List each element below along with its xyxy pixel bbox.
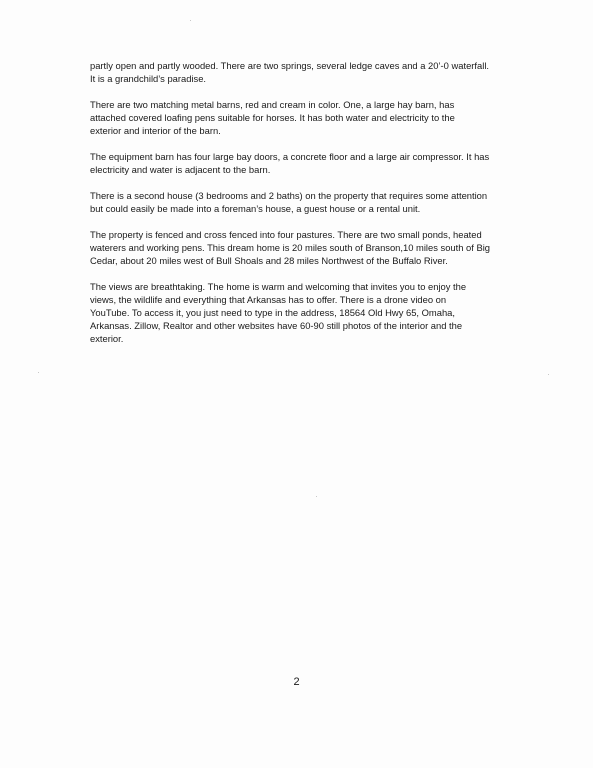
scan-speck xyxy=(38,372,39,373)
scan-speck xyxy=(316,496,317,497)
text-line: There is a second house (3 bedrooms and 2 baths) on the property that requires some attention xyxy=(90,190,488,201)
text-line: The views are breathtaking. The home is warm and welcoming that invites you to enjoy the xyxy=(90,281,467,292)
text-line: exterior and interior of the barn. xyxy=(90,125,221,136)
paragraph-equipment-barn xyxy=(90,150,530,176)
text-line: partly open and partly wooded. There are two springs, several ledge caves and a 20’-0 waterfall. xyxy=(90,60,490,71)
text-line: views, the wildlife and everything that Arkansas has to offer. There is a drone video on xyxy=(90,294,447,305)
scan-speck xyxy=(548,374,549,375)
scan-speck xyxy=(190,20,191,21)
paragraph-barns xyxy=(90,98,530,137)
text-line: Arkansas. Zillow, Realtor and other websites have 60-90 still photos of the interior and the xyxy=(90,320,463,331)
text-line: attached covered loafing pens suitable for horses. It has both water and electricity to the xyxy=(90,112,455,123)
paragraph-second-house xyxy=(90,189,530,215)
text-line: There are two matching metal barns, red and cream in color. One, a large hay barn, has xyxy=(90,99,455,110)
text-line: YouTube. To access it, you just need to type in the address, 18564 Old Hwy 65, Omaha, xyxy=(90,307,455,318)
text-line: but could easily be made into a foreman’s house, a guest house or a rental unit. xyxy=(90,203,421,214)
text-line: The equipment barn has four large bay doors, a concrete floor and a large air compressor. It has xyxy=(90,151,490,162)
text-line: waterers and working pens. This dream home is 20 miles south of Branson,10 miles south of Big xyxy=(90,242,491,253)
text-line: It is a grandchild’s paradise. xyxy=(90,73,207,84)
text-line: electricity and water is adjacent to the barn. xyxy=(90,164,271,175)
text-line: The property is fenced and cross fenced into four pastures. There are two small ponds, heated xyxy=(90,229,482,240)
paragraph-views xyxy=(90,280,530,345)
paragraph-pastures xyxy=(90,228,530,267)
text-line: exterior. xyxy=(90,333,124,344)
text-line: Cedar, about 20 miles west of Bull Shoals and 28 miles Northwest of the Buffalo River. xyxy=(90,255,448,266)
document-body xyxy=(90,59,530,358)
paragraph-land xyxy=(90,59,530,85)
page-number: 2 xyxy=(293,676,300,688)
